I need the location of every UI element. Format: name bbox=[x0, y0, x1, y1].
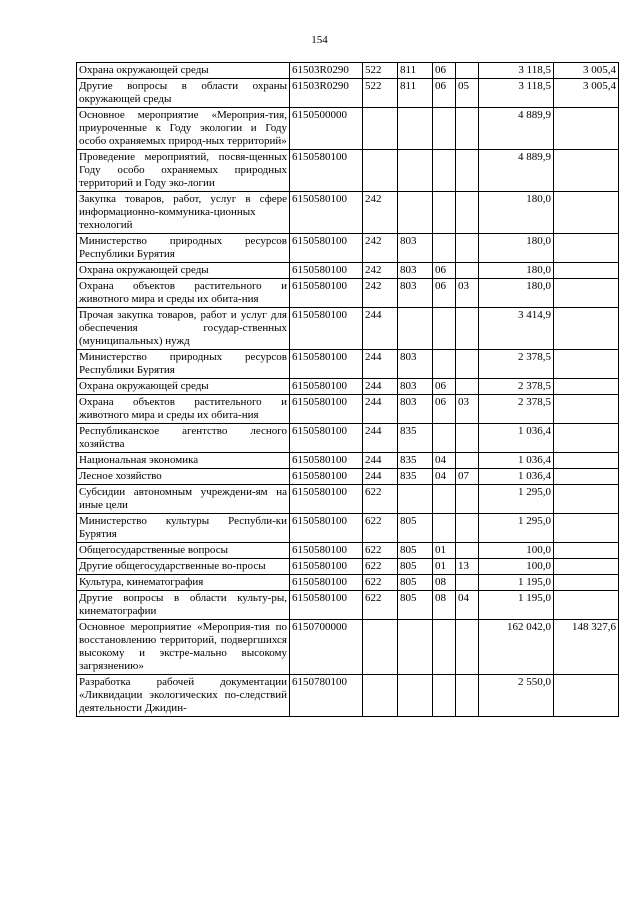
cell-subsection: 04 bbox=[456, 591, 479, 620]
cell-amount-1: 100,0 bbox=[479, 543, 554, 559]
cell-amount-2 bbox=[554, 150, 619, 192]
cell-subsection bbox=[456, 192, 479, 234]
cell-grbs: 803 bbox=[398, 395, 433, 424]
cell-section: 06 bbox=[433, 379, 456, 395]
cell-amount-2 bbox=[554, 234, 619, 263]
cell-section bbox=[433, 485, 456, 514]
table-row bbox=[77, 453, 619, 469]
cell-expense-type: 244 bbox=[363, 379, 398, 395]
table-row bbox=[77, 620, 619, 675]
cell-name: Прочая закупка товаров, работ и услуг для обеспечения государ-ственных (муниципальных) нужд bbox=[77, 308, 290, 350]
cell-target-article: 6150580100 bbox=[290, 234, 363, 263]
cell-target-article: 6150500000 bbox=[290, 108, 363, 150]
cell-amount-2 bbox=[554, 263, 619, 279]
cell-amount-2 bbox=[554, 192, 619, 234]
cell-expense-type: 242 bbox=[363, 263, 398, 279]
cell-expense-type: 522 bbox=[363, 79, 398, 108]
table-row bbox=[77, 279, 619, 308]
cell-section: 04 bbox=[433, 469, 456, 485]
cell-expense-type bbox=[363, 150, 398, 192]
cell-grbs: 835 bbox=[398, 424, 433, 453]
cell-target-article: 6150580100 bbox=[290, 485, 363, 514]
cell-section bbox=[433, 514, 456, 543]
cell-expense-type: 622 bbox=[363, 543, 398, 559]
cell-grbs: 805 bbox=[398, 559, 433, 575]
cell-amount-2: 3 005,4 bbox=[554, 63, 619, 79]
cell-amount-2 bbox=[554, 485, 619, 514]
table-row bbox=[77, 108, 619, 150]
cell-section bbox=[433, 150, 456, 192]
cell-subsection bbox=[456, 543, 479, 559]
cell-grbs: 805 bbox=[398, 514, 433, 543]
cell-amount-1: 1 295,0 bbox=[479, 485, 554, 514]
cell-section bbox=[433, 308, 456, 350]
cell-amount-1: 4 889,9 bbox=[479, 108, 554, 150]
cell-name: Национальная экономика bbox=[77, 453, 290, 469]
cell-subsection bbox=[456, 620, 479, 675]
cell-target-article: 6150580100 bbox=[290, 591, 363, 620]
cell-amount-1: 2 378,5 bbox=[479, 395, 554, 424]
cell-subsection bbox=[456, 575, 479, 591]
cell-name: Другие общегосударственные во-просы bbox=[77, 559, 290, 575]
cell-subsection: 03 bbox=[456, 279, 479, 308]
cell-amount-1: 1 036,4 bbox=[479, 469, 554, 485]
cell-grbs: 803 bbox=[398, 379, 433, 395]
cell-target-article: 6150580100 bbox=[290, 469, 363, 485]
cell-name: Закупка товаров, работ, услуг в сфере информационно-коммуника-ционных технологий bbox=[77, 192, 290, 234]
cell-amount-2 bbox=[554, 559, 619, 575]
cell-target-article: 6150580100 bbox=[290, 350, 363, 379]
cell-subsection bbox=[456, 108, 479, 150]
cell-amount-2 bbox=[554, 453, 619, 469]
cell-grbs bbox=[398, 620, 433, 675]
cell-section bbox=[433, 620, 456, 675]
cell-name: Охрана окружающей среды bbox=[77, 263, 290, 279]
cell-subsection bbox=[456, 514, 479, 543]
cell-section: 06 bbox=[433, 395, 456, 424]
cell-amount-1: 3 414,9 bbox=[479, 308, 554, 350]
cell-expense-type: 244 bbox=[363, 308, 398, 350]
cell-expense-type: 244 bbox=[363, 424, 398, 453]
cell-subsection bbox=[456, 379, 479, 395]
cell-section: 08 bbox=[433, 591, 456, 620]
cell-amount-2: 148 327,6 bbox=[554, 620, 619, 675]
cell-grbs: 805 bbox=[398, 575, 433, 591]
cell-amount-1: 3 118,5 bbox=[479, 63, 554, 79]
cell-amount-1: 100,0 bbox=[479, 559, 554, 575]
cell-amount-1: 1 036,4 bbox=[479, 453, 554, 469]
cell-target-article: 6150580100 bbox=[290, 150, 363, 192]
cell-target-article: 6150580100 bbox=[290, 575, 363, 591]
cell-target-article: 6150580100 bbox=[290, 543, 363, 559]
cell-grbs: 803 bbox=[398, 234, 433, 263]
cell-name: Охрана объектов растительного и животного мира и среды их обита-ния bbox=[77, 395, 290, 424]
cell-name: Проведение мероприятий, посвя-щенных Году особо охраняемых природных территорий и Году эко-логии bbox=[77, 150, 290, 192]
cell-subsection bbox=[456, 150, 479, 192]
table-row bbox=[77, 514, 619, 543]
cell-amount-2 bbox=[554, 424, 619, 453]
cell-section: 01 bbox=[433, 543, 456, 559]
cell-grbs bbox=[398, 308, 433, 350]
cell-expense-type bbox=[363, 108, 398, 150]
cell-expense-type: 242 bbox=[363, 234, 398, 263]
cell-amount-2 bbox=[554, 469, 619, 485]
cell-amount-2 bbox=[554, 395, 619, 424]
cell-target-article: 6150580100 bbox=[290, 279, 363, 308]
cell-expense-type: 622 bbox=[363, 591, 398, 620]
table-row bbox=[77, 379, 619, 395]
cell-name: Другие вопросы в области охраны окружающей среды bbox=[77, 79, 290, 108]
table-row bbox=[77, 63, 619, 79]
cell-target-article: 6150580100 bbox=[290, 424, 363, 453]
cell-expense-type bbox=[363, 620, 398, 675]
table-row bbox=[77, 485, 619, 514]
cell-grbs: 811 bbox=[398, 63, 433, 79]
budget-table bbox=[76, 62, 619, 717]
cell-amount-2 bbox=[554, 514, 619, 543]
cell-name: Субсидии автономным учреждени-ям на иные цели bbox=[77, 485, 290, 514]
cell-target-article: 6150780100 bbox=[290, 675, 363, 717]
page-number: 154 bbox=[311, 34, 328, 46]
cell-expense-type: 622 bbox=[363, 514, 398, 543]
cell-grbs: 803 bbox=[398, 263, 433, 279]
cell-amount-1: 1 036,4 bbox=[479, 424, 554, 453]
cell-section bbox=[433, 108, 456, 150]
cell-grbs: 803 bbox=[398, 350, 433, 379]
table-row bbox=[77, 575, 619, 591]
table-row bbox=[77, 263, 619, 279]
cell-grbs bbox=[398, 108, 433, 150]
cell-name: Основное мероприятие «Мероприя-тия по восстановлению территорий, подвергшихся высокому и экстре-мально высокому загрязнению» bbox=[77, 620, 290, 675]
cell-subsection bbox=[456, 263, 479, 279]
cell-expense-type: 244 bbox=[363, 453, 398, 469]
cell-target-article: 6150580100 bbox=[290, 379, 363, 395]
cell-name: Культура, кинематография bbox=[77, 575, 290, 591]
cell-section bbox=[433, 424, 456, 453]
cell-section: 06 bbox=[433, 263, 456, 279]
cell-grbs: 835 bbox=[398, 469, 433, 485]
table-row bbox=[77, 559, 619, 575]
cell-amount-2 bbox=[554, 591, 619, 620]
cell-amount-1: 3 118,5 bbox=[479, 79, 554, 108]
cell-amount-2 bbox=[554, 350, 619, 379]
cell-amount-2 bbox=[554, 675, 619, 717]
cell-expense-type: 622 bbox=[363, 559, 398, 575]
cell-subsection: 13 bbox=[456, 559, 479, 575]
cell-subsection bbox=[456, 308, 479, 350]
cell-amount-1: 2 550,0 bbox=[479, 675, 554, 717]
cell-subsection: 03 bbox=[456, 395, 479, 424]
table-row bbox=[77, 192, 619, 234]
cell-amount-2 bbox=[554, 279, 619, 308]
cell-name: Республиканское агентство лесного хозяйства bbox=[77, 424, 290, 453]
cell-amount-1: 180,0 bbox=[479, 234, 554, 263]
cell-amount-1: 1 195,0 bbox=[479, 591, 554, 620]
cell-amount-1: 4 889,9 bbox=[479, 150, 554, 192]
cell-subsection bbox=[456, 453, 479, 469]
cell-name: Другие вопросы в области культу-ры, кинематографии bbox=[77, 591, 290, 620]
cell-section bbox=[433, 675, 456, 717]
cell-name: Лесное хозяйство bbox=[77, 469, 290, 485]
cell-amount-1: 180,0 bbox=[479, 263, 554, 279]
cell-section: 08 bbox=[433, 575, 456, 591]
cell-subsection bbox=[456, 63, 479, 79]
table-row bbox=[77, 543, 619, 559]
cell-target-article: 6150580100 bbox=[290, 453, 363, 469]
table-row bbox=[77, 79, 619, 108]
cell-section: 06 bbox=[433, 279, 456, 308]
cell-section: 06 bbox=[433, 79, 456, 108]
cell-grbs bbox=[398, 485, 433, 514]
cell-grbs bbox=[398, 150, 433, 192]
table-row bbox=[77, 591, 619, 620]
table-row bbox=[77, 350, 619, 379]
cell-expense-type: 522 bbox=[363, 63, 398, 79]
table-row bbox=[77, 424, 619, 453]
cell-subsection bbox=[456, 424, 479, 453]
cell-amount-2: 3 005,4 bbox=[554, 79, 619, 108]
cell-target-article: 6150580100 bbox=[290, 308, 363, 350]
cell-subsection: 05 bbox=[456, 79, 479, 108]
cell-target-article: 6150580100 bbox=[290, 192, 363, 234]
cell-subsection bbox=[456, 675, 479, 717]
cell-section bbox=[433, 192, 456, 234]
cell-amount-2 bbox=[554, 575, 619, 591]
cell-amount-2 bbox=[554, 108, 619, 150]
cell-expense-type: 244 bbox=[363, 469, 398, 485]
cell-amount-1: 2 378,5 bbox=[479, 379, 554, 395]
cell-amount-2 bbox=[554, 379, 619, 395]
cell-expense-type bbox=[363, 675, 398, 717]
cell-name: Охрана окружающей среды bbox=[77, 379, 290, 395]
cell-amount-1: 2 378,5 bbox=[479, 350, 554, 379]
cell-grbs: 805 bbox=[398, 591, 433, 620]
cell-name: Основное мероприятие «Мероприя-тия, приуроченные к Году экологии и Году особо охраняемых природ-ных территорий» bbox=[77, 108, 290, 150]
cell-target-article: 61503R0290 bbox=[290, 79, 363, 108]
cell-subsection: 07 bbox=[456, 469, 479, 485]
cell-name: Министерство природных ресурсов Республики Бурятия bbox=[77, 234, 290, 263]
cell-grbs: 835 bbox=[398, 453, 433, 469]
cell-target-article: 6150580100 bbox=[290, 559, 363, 575]
cell-amount-1: 1 295,0 bbox=[479, 514, 554, 543]
cell-target-article: 6150580100 bbox=[290, 395, 363, 424]
cell-expense-type: 242 bbox=[363, 279, 398, 308]
cell-section: 06 bbox=[433, 63, 456, 79]
cell-expense-type: 244 bbox=[363, 395, 398, 424]
cell-name: Министерство природных ресурсов Республики Бурятия bbox=[77, 350, 290, 379]
cell-section: 01 bbox=[433, 559, 456, 575]
cell-name: Охрана объектов растительного и животного мира и среды их обита-ния bbox=[77, 279, 290, 308]
cell-amount-1: 162 042,0 bbox=[479, 620, 554, 675]
cell-subsection bbox=[456, 234, 479, 263]
cell-expense-type: 242 bbox=[363, 192, 398, 234]
cell-target-article: 6150580100 bbox=[290, 514, 363, 543]
cell-amount-1: 180,0 bbox=[479, 279, 554, 308]
cell-grbs bbox=[398, 192, 433, 234]
cell-amount-2 bbox=[554, 543, 619, 559]
cell-expense-type: 622 bbox=[363, 575, 398, 591]
table-row bbox=[77, 308, 619, 350]
table-body bbox=[77, 63, 619, 717]
table-row bbox=[77, 675, 619, 717]
cell-amount-2 bbox=[554, 308, 619, 350]
cell-name: Разработка рабочей документации «Ликвидации экологических по-следствий деятельности Джидин- bbox=[77, 675, 290, 717]
cell-name: Общегосударственные вопросы bbox=[77, 543, 290, 559]
cell-name: Министерство культуры Республи-ки Бурятия bbox=[77, 514, 290, 543]
cell-target-article: 6150700000 bbox=[290, 620, 363, 675]
cell-section: 04 bbox=[433, 453, 456, 469]
cell-grbs: 811 bbox=[398, 79, 433, 108]
cell-amount-1: 1 195,0 bbox=[479, 575, 554, 591]
cell-grbs: 805 bbox=[398, 543, 433, 559]
cell-expense-type: 622 bbox=[363, 485, 398, 514]
cell-amount-1: 180,0 bbox=[479, 192, 554, 234]
table-row bbox=[77, 395, 619, 424]
cell-section bbox=[433, 234, 456, 263]
cell-subsection bbox=[456, 350, 479, 379]
cell-target-article: 61503R0290 bbox=[290, 63, 363, 79]
cell-section bbox=[433, 350, 456, 379]
table-row bbox=[77, 150, 619, 192]
cell-target-article: 6150580100 bbox=[290, 263, 363, 279]
cell-grbs: 803 bbox=[398, 279, 433, 308]
table-row bbox=[77, 234, 619, 263]
cell-grbs bbox=[398, 675, 433, 717]
cell-expense-type: 244 bbox=[363, 350, 398, 379]
cell-name: Охрана окружающей среды bbox=[77, 63, 290, 79]
table-row bbox=[77, 469, 619, 485]
cell-subsection bbox=[456, 485, 479, 514]
